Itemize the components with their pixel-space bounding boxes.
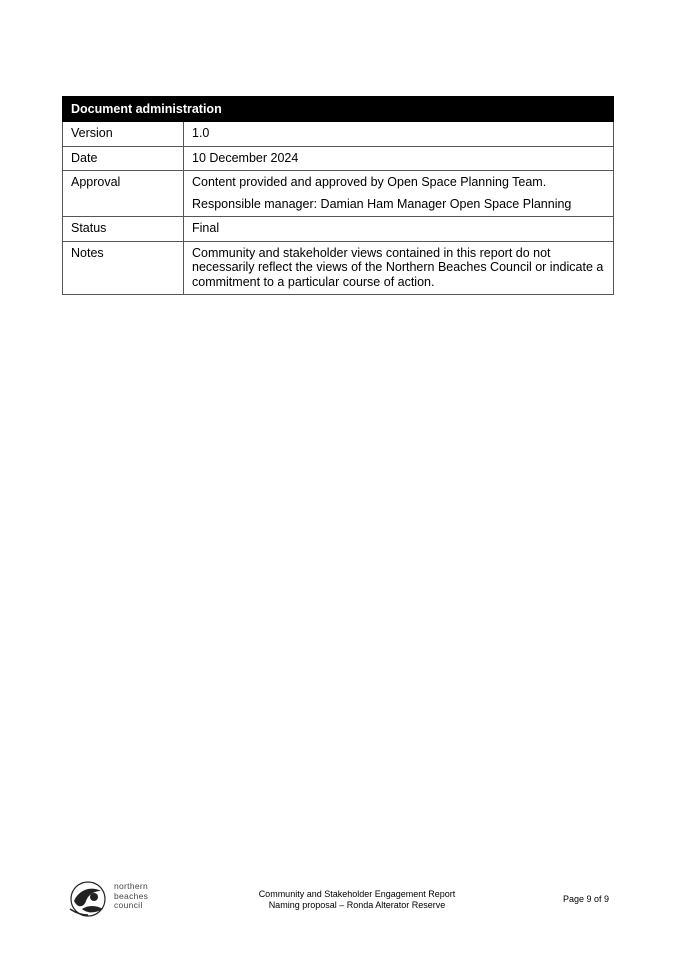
row-label: Version	[63, 122, 184, 147]
document-administration-table	[62, 96, 614, 295]
table-header-row	[63, 97, 614, 122]
row-value	[184, 217, 614, 242]
row-label: Date	[63, 146, 184, 171]
logo-wordmark	[114, 882, 148, 911]
footer-title-line1: Community and Stakeholder Engagement Report	[258, 889, 456, 899]
row-label: Notes	[63, 241, 184, 295]
row-value	[184, 241, 614, 295]
row-label: Approval	[63, 171, 184, 217]
row-value	[184, 171, 614, 217]
table-header: Document administration	[63, 97, 614, 122]
footer-title	[226, 889, 488, 911]
row-value-text: Final	[192, 221, 220, 235]
row-value	[184, 146, 614, 171]
table-row-version	[63, 122, 614, 147]
table-row-status	[63, 217, 614, 242]
row-value-text: 1.0	[192, 126, 210, 140]
logo-line: council	[114, 900, 143, 910]
logo-line: beaches	[114, 890, 149, 901]
row-label: Status	[63, 217, 184, 242]
row-value-text: Responsible manager: Damian Ham Manager Open Space Planning	[192, 196, 572, 211]
footer-title-line2: Naming proposal – Ronda Alterator Reserve	[268, 900, 446, 910]
row-value-text: Content provided and approved by Open Space Planning Team.	[192, 175, 547, 189]
logo-line: northern	[114, 881, 149, 891]
row-value-text: 10 December 2024	[192, 150, 299, 165]
row-value-text: Community and stakeholder views contained in this report do not necessarily reflect the views of the Northern Beaches Council or indicate a commitment to a particular course of action.	[192, 245, 604, 289]
council-logo	[68, 879, 168, 919]
table-row-date	[63, 146, 614, 171]
table-row-notes	[63, 241, 614, 295]
table-row-approval	[63, 171, 614, 217]
row-value	[184, 122, 614, 147]
page-number: Page 9 of 9	[562, 894, 609, 904]
council-logo-icon	[68, 879, 110, 919]
